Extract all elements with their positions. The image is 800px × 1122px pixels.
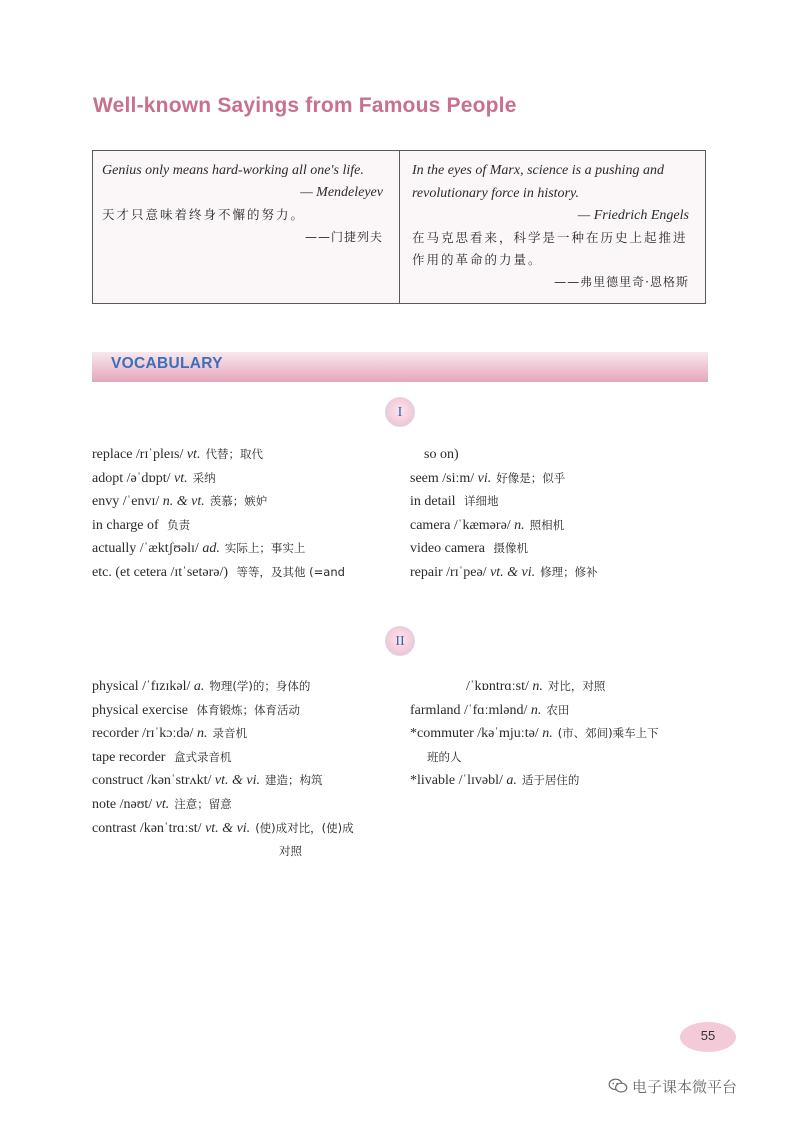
page-number: 55 — [680, 1022, 736, 1052]
vocab-entry: physical exercise 体育锻炼；体育活动 — [92, 702, 301, 718]
vocab-entry: physical /ˈfɪzɪkəl/ a. 物理(学)的；身体的 — [92, 679, 311, 694]
vocab-entry: repair /rɪˈpeə/ vt. & vi. 修理；修补 — [410, 564, 598, 580]
vocab-entry: actually /ˈæktʃʊəlɪ/ ad. 实际上；事实上 — [92, 541, 306, 557]
quote-english: Genius only means hard-working all one's life. — [102, 163, 364, 178]
vocab-entry: camera /ˈkæmərə/ n. 照相机 — [410, 517, 565, 533]
vocab-list-1-right — [410, 443, 598, 585]
section-numeral-1: I — [385, 397, 415, 427]
vocab-entry: video camera 摄像机 — [410, 541, 529, 557]
vocab-entry: adopt /əˈdɒpt/ vt. 采纳 — [92, 470, 216, 486]
vocab-entry: *livable /ˈlɪvəbl/ a. 适于居住的 — [410, 773, 580, 789]
vocab-entry: recorder /rɪˈkɔːdə/ n. 录音机 — [92, 726, 247, 742]
quote-left — [93, 151, 400, 303]
vocab-entry: seem /siːm/ vi. 好像是；似乎 — [410, 470, 566, 486]
vocabulary-heading: VOCABULARY — [111, 355, 223, 372]
quote-author: — Friedrich Engels — [577, 208, 689, 223]
quote-chinese: 在马克思看来，科学是一种在历史上起推进作用的革命的力量。 — [412, 230, 688, 267]
quote-author: — Mendeleyev — [300, 185, 383, 200]
vocab-entry: replace /rɪˈpleɪs/ vt. 代替；取代 — [92, 447, 263, 462]
vocab-entry: in charge of 负责 — [92, 517, 191, 533]
vocab-entry: tape recorder 盒式录音机 — [92, 749, 232, 765]
vocab-list-2-left — [92, 675, 354, 864]
vocab-entry: /ˈkɒntrɑːst/ n. 对比，对照 — [466, 679, 606, 694]
page-title: Well-known Sayings from Famous People — [93, 94, 517, 117]
vocab-entry: etc. (et cetera /ɪtˈsetərə/) 等等，及其他 (=and — [92, 564, 345, 580]
vocab-entry: construct /kənˈstrʌkt/ vt. & vi. 建造；构筑 — [92, 773, 323, 789]
wechat-icon — [608, 1078, 628, 1094]
watermark — [608, 1076, 737, 1097]
vocab-entry: envy /ˈenvɪ/ n. & vt. 羡慕；嫉妒 — [92, 494, 268, 510]
vocab-entry: in detail 详细地 — [410, 494, 499, 510]
vocab-entry: so on) — [424, 447, 459, 462]
vocab-entry-continued: 对照 — [279, 844, 302, 859]
quote-chinese: 天才只意味着终身不懈的努力。 — [102, 207, 306, 222]
vocab-entry-continued: 班的人 — [427, 749, 462, 764]
vocab-entry: contrast /kənˈtrɑːst/ vt. & vi. (使)成对比，(使)成 — [92, 820, 354, 836]
quote-right — [400, 151, 705, 303]
vocab-entry: *commuter /kəˈmjuːtə/ n. (市、郊间)乘车上下 — [410, 726, 659, 742]
watermark-text: 电子课本微平台 — [632, 1078, 738, 1096]
quote-english: In the eyes of Marx, science is a pushing and revolutionary force in history. — [412, 163, 664, 201]
vocab-entry: farmland /ˈfɑːmlənd/ n. 农田 — [410, 702, 570, 718]
vocab-list-2-right — [410, 675, 659, 793]
section-numeral-2: II — [385, 626, 415, 656]
quote-chinese-author: ——门捷列夫 — [304, 230, 383, 244]
quote-chinese-author: ——弗里德里奇·恩格斯 — [554, 275, 689, 289]
vocab-entry: note /nəʊt/ vt. 注意；留意 — [92, 796, 232, 812]
vocab-list-1-left — [92, 443, 345, 585]
quote-box — [92, 150, 706, 304]
